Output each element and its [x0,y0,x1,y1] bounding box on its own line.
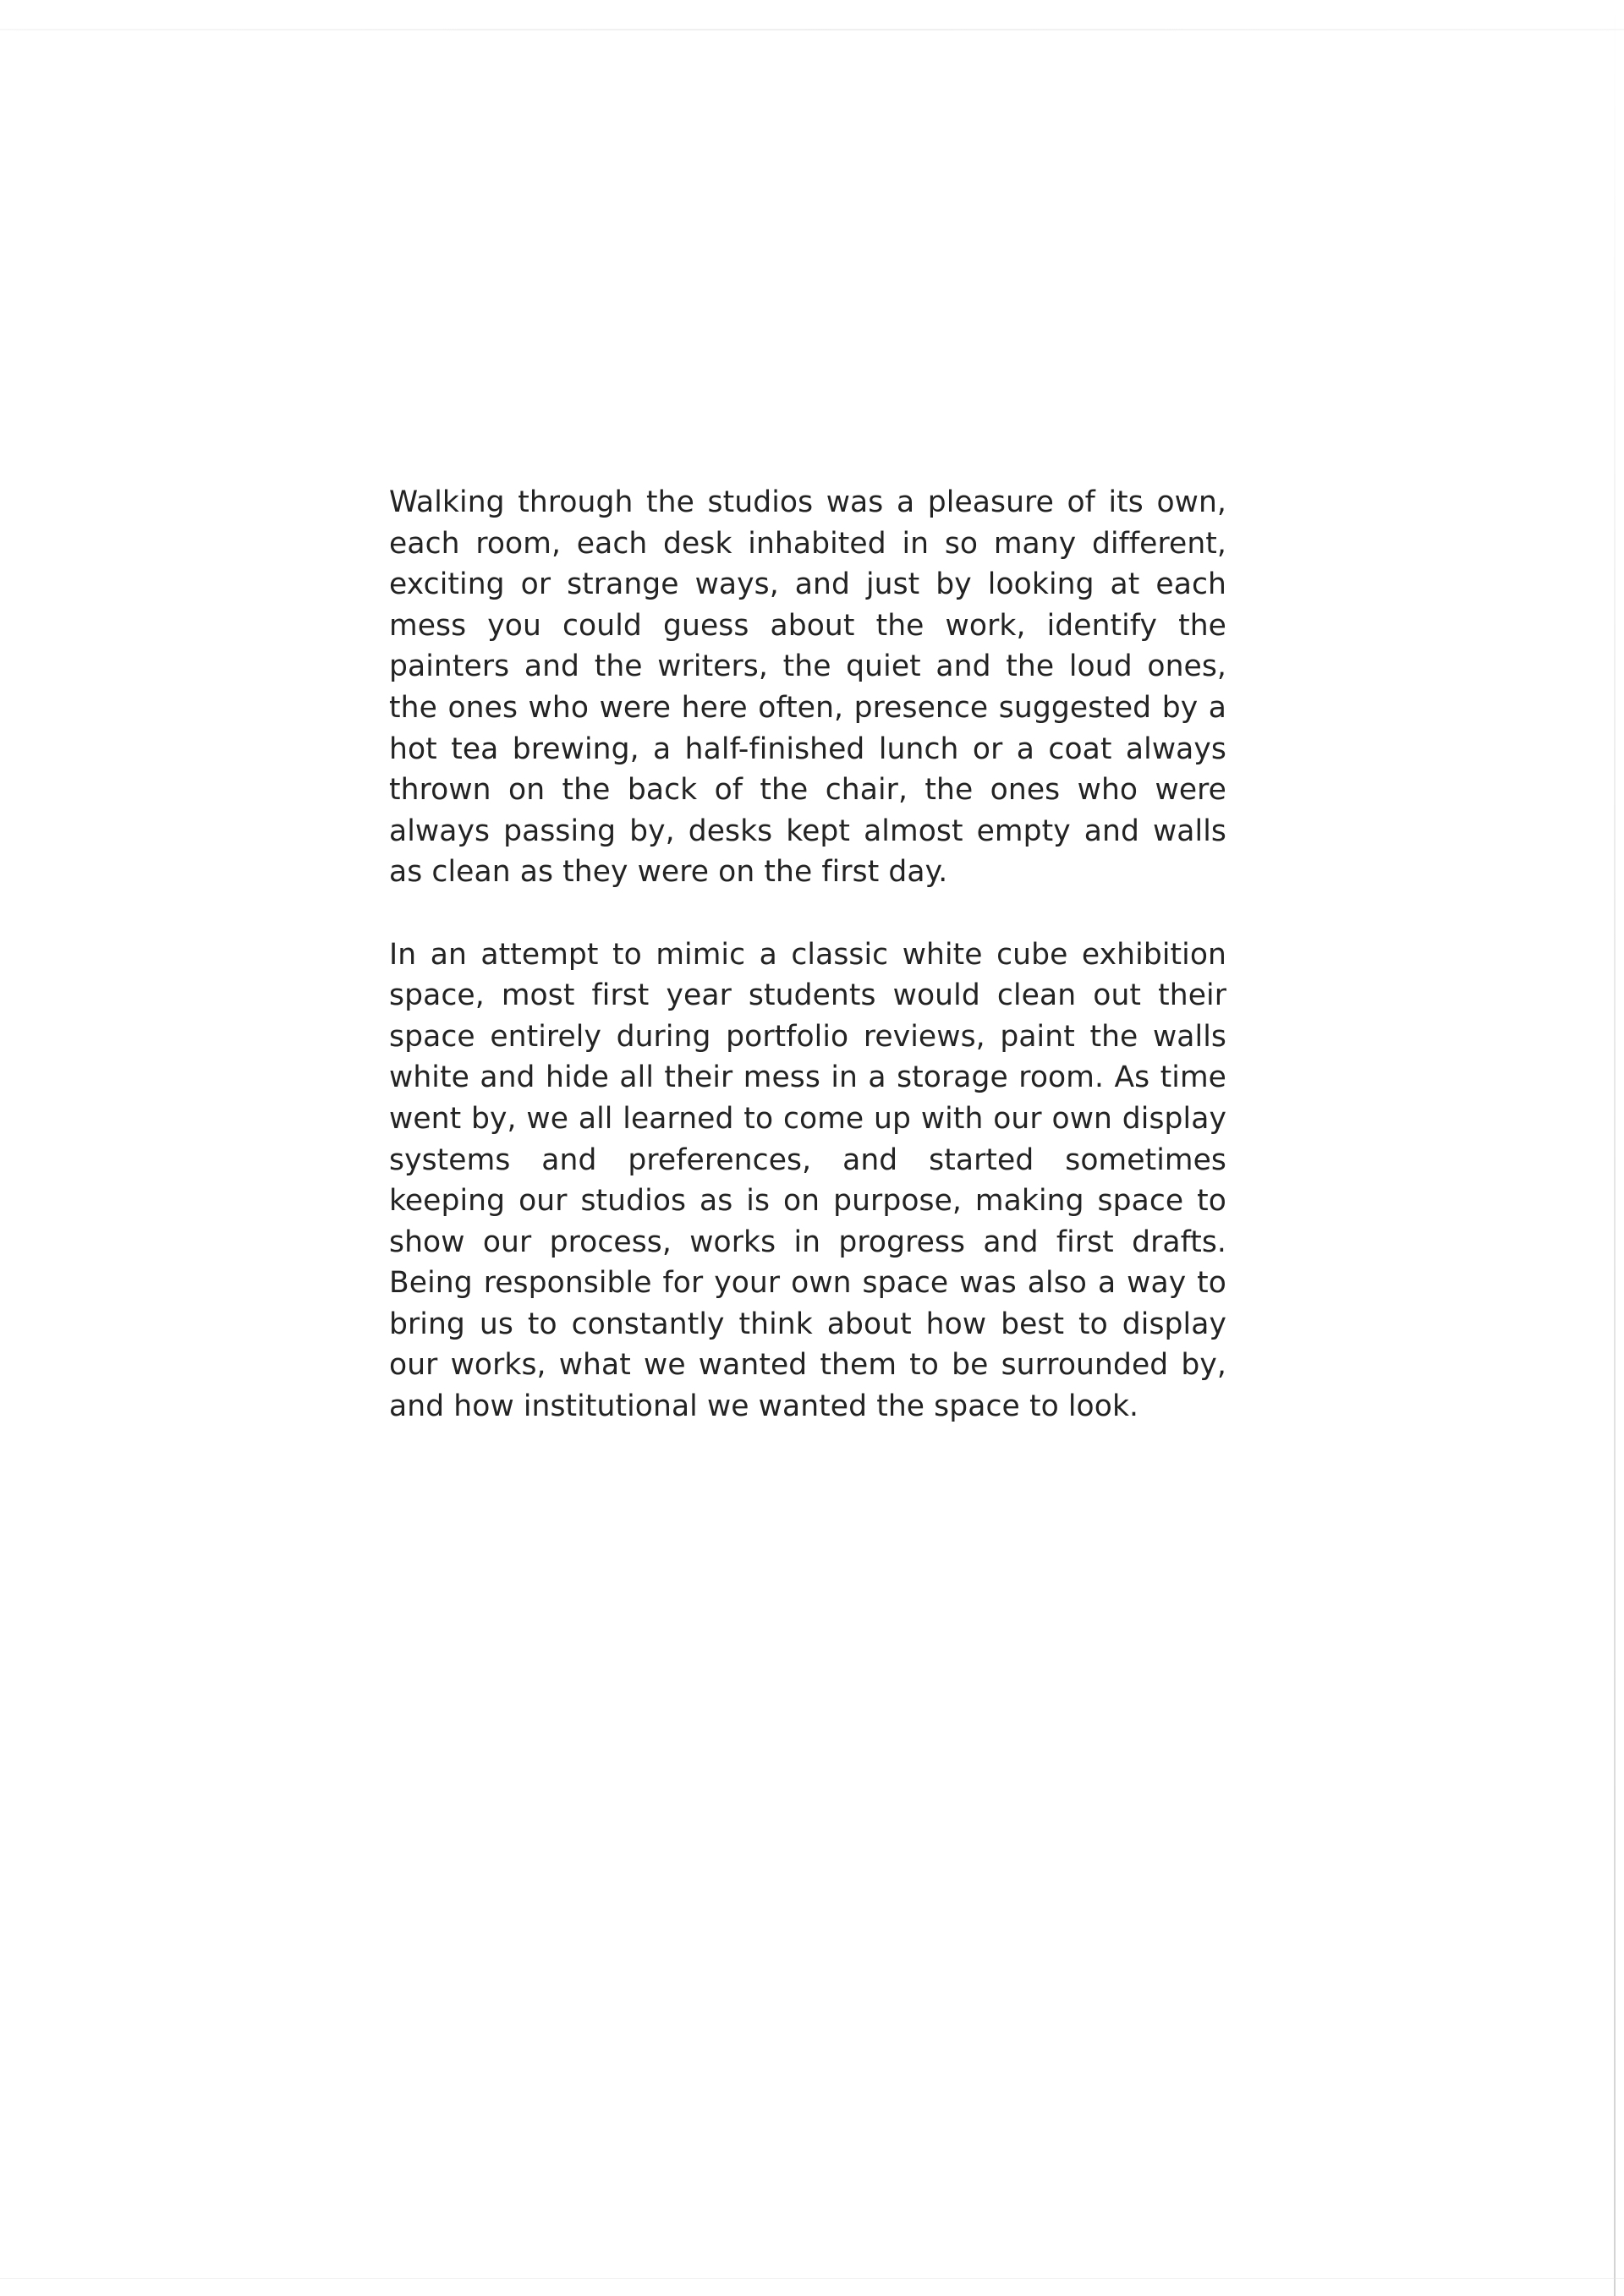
paragraph-white-cube: In an attempt to mimic a classic white cube exhibition space, most first year students would clean out their space entirely during portfolio reviews, paint the walls white and hide all their mess in a storage room. As time went by, we all learned to come up with our own display systems and preferences, and started sometimes keeping our studios as is on purpose, making space to show our process, works in progress and first drafts. Being responsible for your own space was also a way to bring us to constantly think about how best to display our works, what we wanted them to be surrounded by, and how institutional we wanted the space to look. [389,937,1226,1424]
paragraph-studios-walk: Walking through the studios was a pleasure of its own, each room, each desk inhabited in so many different, exciting or strange ways, and just by looking at each mess you could guess about the work, identify the painters and the writers, the quiet and the loud ones, the ones who were here often, presence suggested by a hot tea brewing, a half-finished lunch or a coat always thrown on the back of the chair, the ones who were always passing by, desks kept almost empty and walls as clean as they were on the first day. [389,485,1226,890]
body-text [389,482,1226,1427]
scan-artifact-bottom-edge [0,2278,1624,2279]
scan-artifact-top-line [0,29,1624,30]
scan-artifact-right-edge [1614,0,1616,2296]
